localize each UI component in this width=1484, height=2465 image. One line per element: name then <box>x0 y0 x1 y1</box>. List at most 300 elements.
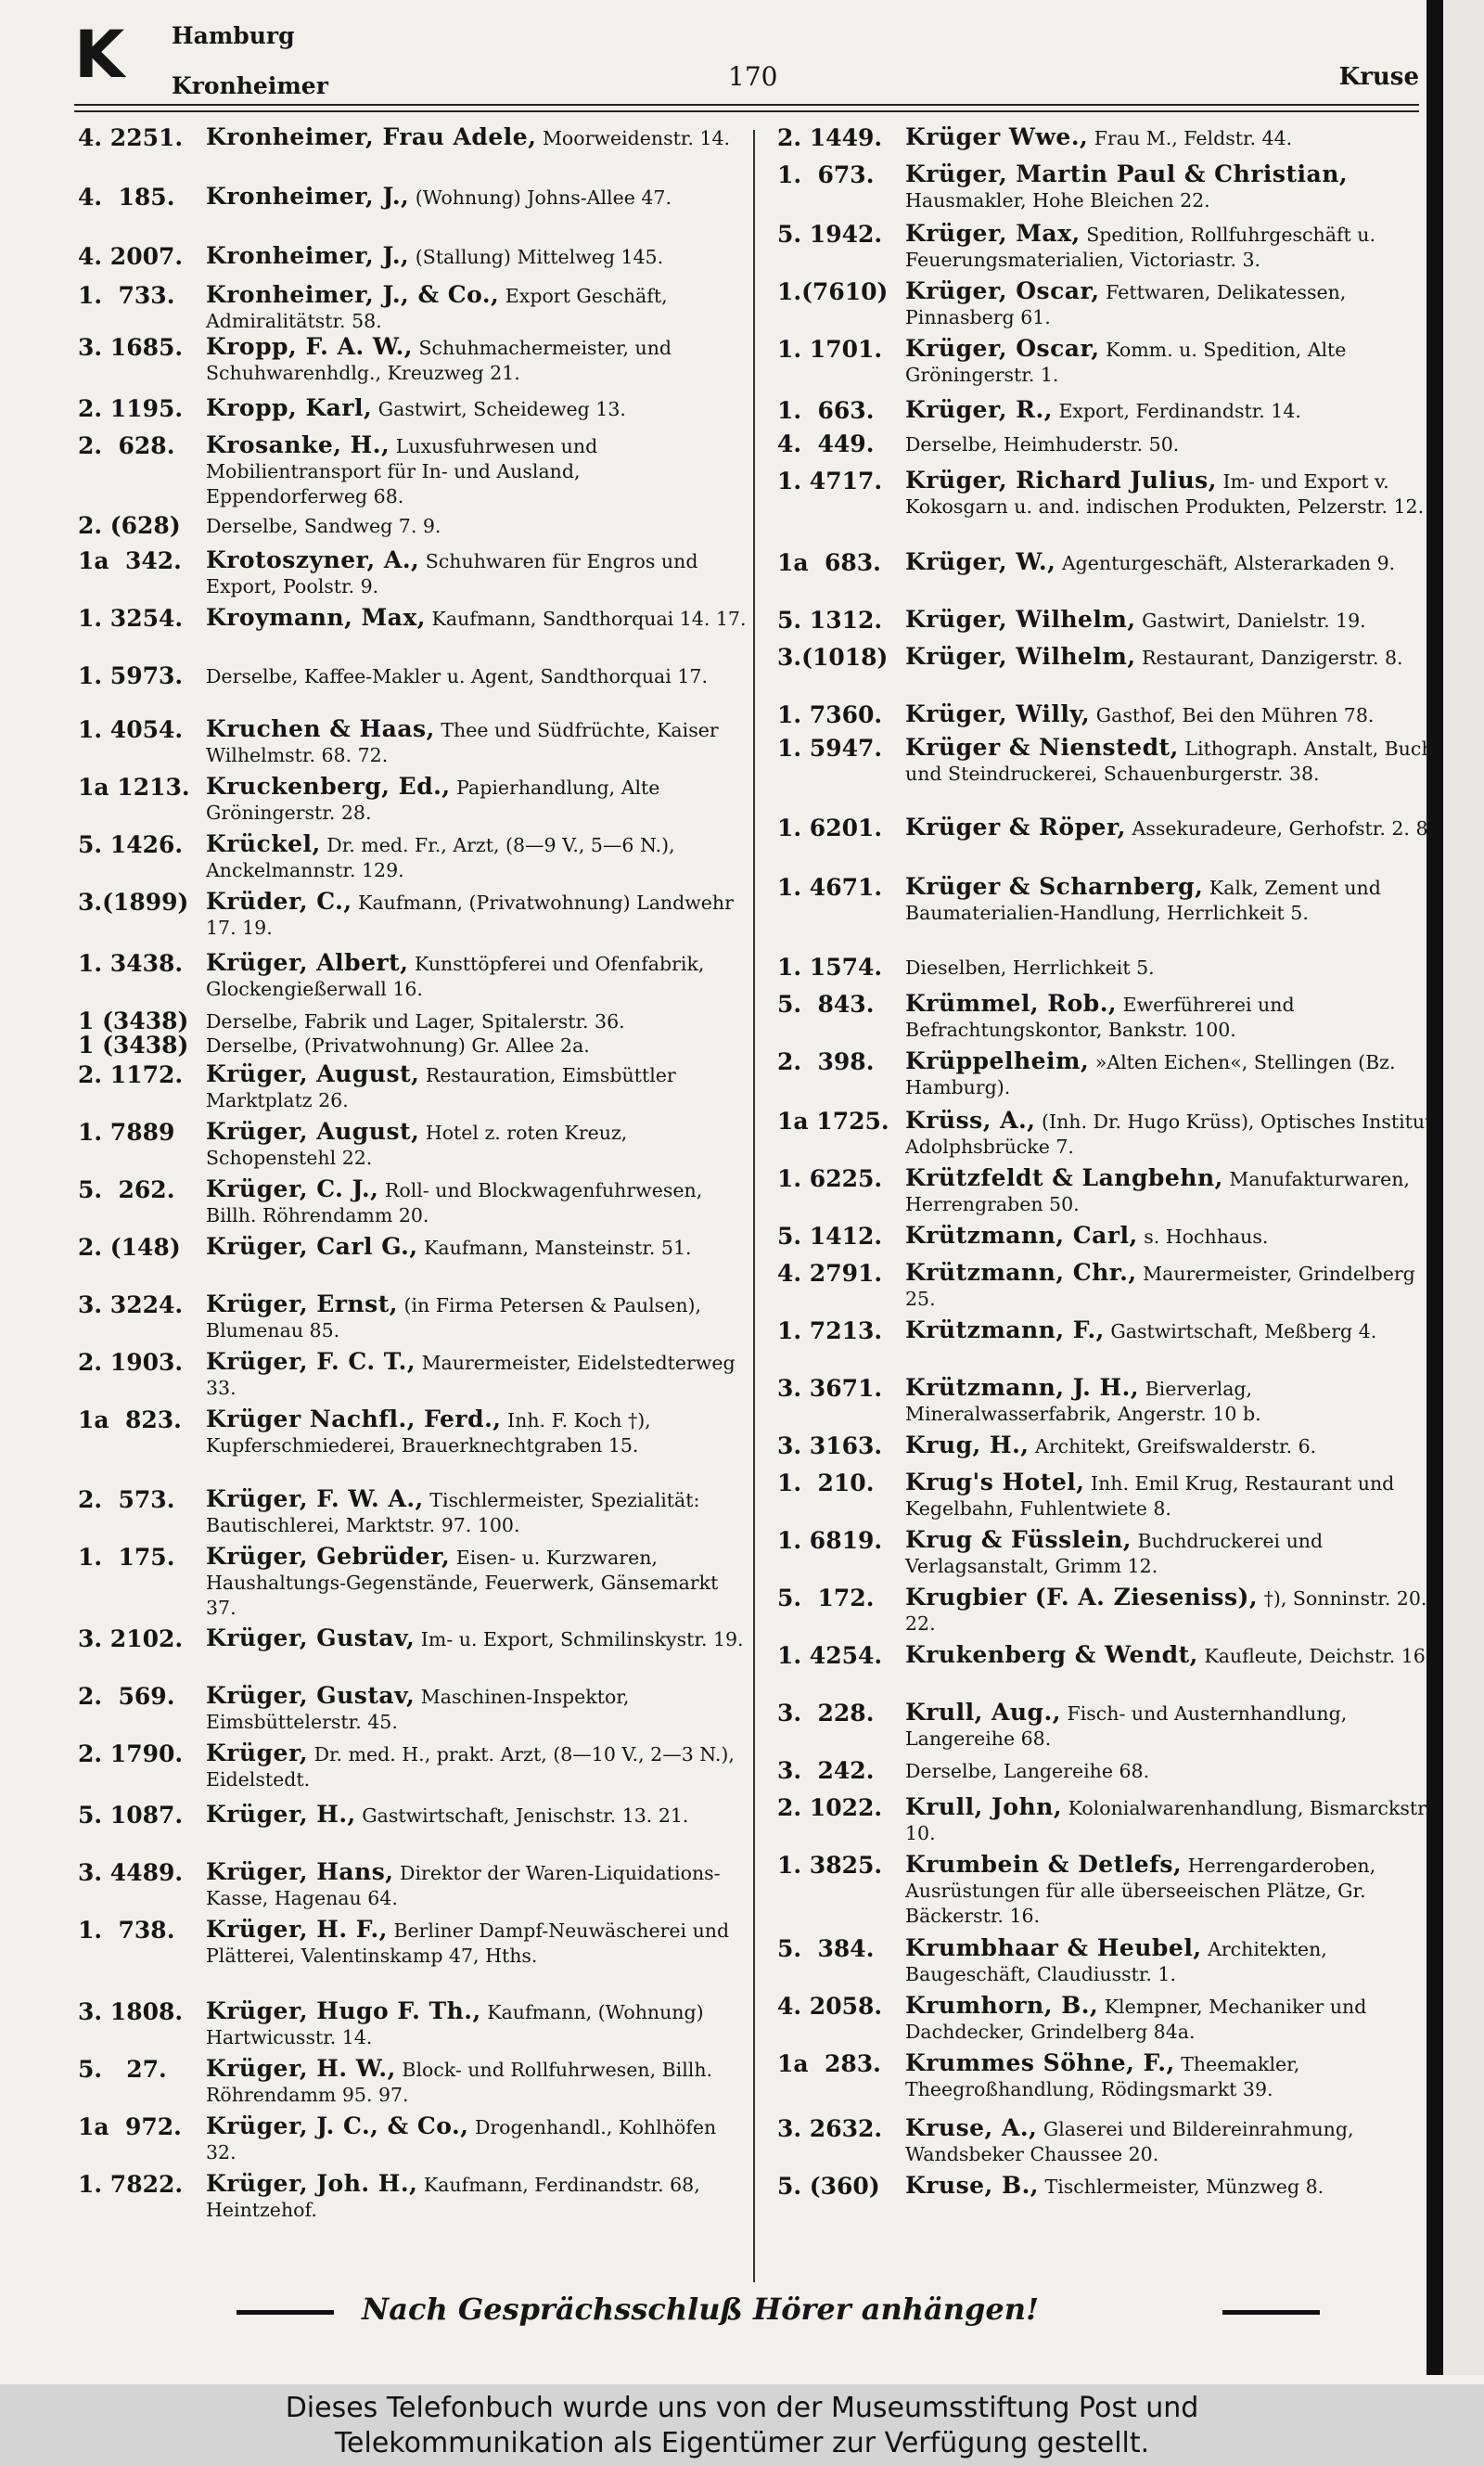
directory-entry <box>78 334 748 395</box>
phone-number: 5. 1942. <box>777 221 883 248</box>
directory-entry <box>78 774 748 831</box>
directory-entry <box>78 1176 748 1234</box>
subscriber-name: Krüger, H. F., <box>206 1916 388 1943</box>
directory-entry <box>777 1585 1447 1642</box>
phone-number: 1a 1725. <box>777 1108 889 1135</box>
subscriber-name: Krüger, August, <box>206 1060 420 1087</box>
phone-number: 4. 2058. <box>777 1993 883 2020</box>
credit-line-2: Telekommunikation als Eigentümer zur Verfügung gestellt. <box>334 2427 1150 2459</box>
entry-details: Komm. u. Spedition, Alte Gröningerstr. 1. <box>905 339 1347 386</box>
phone-number: 1. 4054. <box>78 716 184 743</box>
subscriber-name: Krüger, W., <box>905 548 1056 575</box>
entry-details: Lithograph. Anstalt, Buch- und Steindruckerei, Schauenburgerstr. 38. <box>905 738 1440 785</box>
directory-entry <box>78 716 748 774</box>
page-number: 170 <box>728 61 778 92</box>
subscriber-name: Krug's Hotel, <box>905 1469 1085 1496</box>
phone-number: 5. 1087. <box>78 1802 184 1829</box>
phone-number: 1. 7213. <box>777 1317 883 1344</box>
phone-number: 3. 2632. <box>777 2115 883 2142</box>
directory-entry <box>777 991 1447 1048</box>
entry-details: Gastwirt, Scheideweg 13. <box>377 398 626 420</box>
phone-number: 1. 5947. <box>777 735 883 762</box>
phone-number: 1. 5973. <box>78 662 184 689</box>
directory-entry <box>777 607 1447 644</box>
phone-number: 5. 843. <box>777 991 875 1018</box>
entry-details: Kunsttöpferei und Ofenfabrik, Glockengießerwall 16. <box>206 953 705 1000</box>
entry-details: Restauration, Eimsbüttler Marktplatz 26. <box>206 1064 676 1111</box>
subscriber-name: Krüger & Röper, <box>905 814 1127 841</box>
subscriber-name: Krüger, Richard Julius, <box>905 467 1217 494</box>
subscriber-name: Krüger, Oscar, <box>905 277 1100 304</box>
phone-number: 2. (628) <box>78 512 181 539</box>
directory-entry <box>78 547 748 605</box>
phone-number: 3. 4489. <box>78 1859 184 1886</box>
footer-notice: Nach Gesprächsschluß Hörer anhängen! <box>362 2292 1040 2327</box>
phone-number: 3.(1899) <box>78 889 189 916</box>
phone-number: 4. 185. <box>78 184 175 211</box>
directory-entry <box>777 874 1447 954</box>
phone-number: 5. (360) <box>777 2173 880 2200</box>
subscriber-name: Krückel, <box>206 830 321 857</box>
subscriber-name: Krumbhaar & Heubel, <box>905 1934 1202 1961</box>
entry-details: Agenturgeschäft, Alsterarkaden 9. <box>1061 552 1396 574</box>
entry-details: Gastwirtschaft, Jenischstr. 13. 21. <box>362 1804 689 1827</box>
subscriber-name: Krüder, C., <box>206 888 352 915</box>
phone-number: 2. 573. <box>78 1486 175 1513</box>
entry-details: Dr. med. H., prakt. Arzt, (8—10 V., 2—3 N.), Eidelstedt. <box>206 1743 735 1791</box>
entry-details: Moorweidenstr. 14. <box>542 127 731 149</box>
subscriber-name: Krüger, H., <box>206 1801 356 1828</box>
entry-details: Fisch- und Austernhandlung, Langereihe 68. <box>905 1702 1348 1750</box>
phone-number: 5. 172. <box>777 1585 875 1611</box>
entry-details: (Wohnung) Johns-Allee 47. <box>415 186 672 209</box>
directory-entry <box>78 1234 748 1291</box>
phone-number: 1. 3825. <box>777 1852 883 1879</box>
entry-details: Kolonialwarenhandlung, Bismarckstr. 10. <box>905 1797 1431 1844</box>
directory-entry <box>777 1794 1447 1852</box>
directory-entry <box>78 1061 748 1119</box>
phone-number: 3. 3224. <box>78 1291 184 1318</box>
entry-details: Roll- und Blockwagenfuhrwesen, Billh. Röhrendamm 20. <box>206 1179 703 1226</box>
entry-details: Dr. med. Fr., Arzt, (8—9 V., 5—6 N.), Anckelmannstr. 129. <box>206 834 675 881</box>
subscriber-name: Krützfeldt & Langbehn, <box>905 1164 1223 1191</box>
entry-details: Thee und Südfrüchte, Kaiser Wilhelmstr. 68. 72. <box>206 719 719 766</box>
phone-number: 3. 242. <box>777 1757 875 1784</box>
directory-entry <box>777 1470 1447 1527</box>
directory-entry <box>777 1527 1447 1585</box>
subscriber-name: Krüger, H. W., <box>206 2055 396 2082</box>
directory-entry <box>777 1108 1447 1165</box>
footer-rule-right <box>1222 2310 1320 2315</box>
subscriber-name: Krug & Füsslein, <box>905 1526 1132 1553</box>
directory-entry <box>78 395 748 432</box>
phone-number: 4. 2251. <box>78 124 184 151</box>
directory-entry <box>78 1486 748 1544</box>
directory-entry <box>78 124 748 184</box>
section-letter: K <box>74 17 125 93</box>
phone-number: 1a 283. <box>777 2050 881 2077</box>
subscriber-name: Kruckenberg, Ed., <box>206 773 451 800</box>
directory-entry <box>777 1642 1447 1700</box>
directory-entry <box>78 1802 748 1859</box>
subscriber-name: Kropp, F. A. W., <box>206 333 413 360</box>
subscriber-name: Krug, H., <box>905 1431 1030 1458</box>
subscriber-name: Krützmann, F., <box>905 1316 1105 1343</box>
phone-number: 2. 1022. <box>777 1794 883 1821</box>
phone-number: 1 (3438) <box>78 1032 189 1059</box>
phone-number: 2. 398. <box>777 1048 875 1075</box>
entry-details: Kaufleute, Deichstr. 16. <box>1204 1645 1432 1667</box>
subscriber-name: Krosanke, H., <box>206 431 390 458</box>
phone-number: 5. 27. <box>78 2056 167 2083</box>
subscriber-name: Krüger, F. C. T., <box>206 1348 416 1375</box>
directory-entry <box>777 1317 1447 1375</box>
entry-details: Drogenhandl., Kohlhöfen 32. <box>206 2116 717 2163</box>
column-divider <box>753 130 755 2282</box>
entry-details: Tischlermeister, Münzweg 8. <box>1044 2176 1324 2198</box>
entry-details: (Stallung) Mittelweg 145. <box>415 246 664 268</box>
entry-details: Fettwaren, Delikatessen, Pinnasberg 61. <box>905 281 1347 328</box>
directory-entry <box>777 954 1447 991</box>
directory-entry <box>777 1260 1447 1317</box>
entry-details: Papierhandlung, Alte Gröningerstr. 28. <box>206 777 660 824</box>
directory-entry <box>78 2113 748 2171</box>
entry-details: Export Geschäft, Admiralitätstr. 58. <box>206 285 668 332</box>
subscriber-name: Krüger Nachfl., Ferd., <box>206 1406 502 1432</box>
directory-entry <box>78 512 748 547</box>
phone-number: 1. 4717. <box>777 468 883 494</box>
directory-entry <box>777 468 1447 549</box>
entry-details: Gastwirtschaft, Meßberg 4. <box>1110 1320 1377 1342</box>
phone-number: 1. 1701. <box>777 336 883 363</box>
entry-details: Inh. Emil Krug, Restaurant und Kegelbahn, Fuhlentwiete 8. <box>905 1472 1395 1520</box>
entry-details: Berliner Dampf-Neuwäscherei und Plätterei, Valentinskamp 47, Hths. <box>206 1919 730 1967</box>
subscriber-name: Krüger & Nienstedt, <box>905 734 1179 761</box>
phone-number: 5. 384. <box>777 1935 875 1962</box>
phone-number: 5. 1426. <box>78 831 184 858</box>
entry-details: Kaufmann, Ferdinandstr. 68, Heintzehof. <box>206 2174 700 2221</box>
directory-entry <box>78 432 748 512</box>
directory-entry <box>78 1859 748 1917</box>
phone-number: 4. 2791. <box>777 1260 883 1287</box>
subscriber-name: Krüger, Oscar, <box>905 335 1100 362</box>
subscriber-name: Krüger, Joh. H., <box>206 2170 418 2197</box>
header-first-entry: Kronheimer <box>172 72 328 99</box>
phone-number: 4. 2007. <box>78 243 184 270</box>
phone-number: 1. 738. <box>78 1917 175 1944</box>
directory-entry <box>777 221 1447 278</box>
entry-details: Architekt, Greifswalderstr. 6. <box>1035 1435 1317 1457</box>
entry-details: Hausmakler, Hohe Bleichen 22. <box>905 189 1210 212</box>
phone-number: 1. 6819. <box>777 1527 883 1554</box>
subscriber-name: Krützmann, Carl, <box>905 1222 1138 1249</box>
directory-entry <box>78 1406 748 1486</box>
subscriber-name: Krüger, Martin Paul & Christian, <box>905 160 1349 187</box>
phone-number: 1a 823. <box>78 1406 182 1433</box>
subscriber-name: Krüger, Albert, <box>206 949 409 976</box>
directory-entry <box>777 735 1447 815</box>
credit-line-1: Dieses Telefonbuch wurde uns von der Museumsstiftung Post und <box>285 2392 1199 2424</box>
subscriber-name: Krull, Aug., <box>905 1699 1061 1726</box>
phone-number: 1. 733. <box>78 282 175 309</box>
subscriber-name: Kronheimer, J., & Co., <box>206 281 500 308</box>
subscriber-name: Krukenberg & Wendt, <box>905 1641 1198 1668</box>
subscriber-name: Krüger & Scharnberg, <box>905 873 1204 900</box>
phone-number: 1. 210. <box>777 1470 875 1496</box>
entry-details: Tischlermeister, Spezialität: Bautischlerei, Marktstr. 97. 100. <box>206 1489 700 1536</box>
directory-entry <box>78 950 748 1008</box>
directory-entry <box>777 1993 1447 2050</box>
entry-details: Herrengarderoben, Ausrüstungen für alle überseeischen Plätze, Gr. Bäckerstr. 16. <box>905 1855 1376 1927</box>
subscriber-name: Krüger, Hans, <box>206 1858 394 1885</box>
entry-details: Export, Ferdinandstr. 14. <box>1058 400 1301 422</box>
entry-details: Gastwirt, Danielstr. 19. <box>1142 610 1366 632</box>
directory-entry <box>78 1625 748 1683</box>
phone-number: 1. 3254. <box>78 605 184 632</box>
directory-entry <box>78 1008 748 1032</box>
subscriber-name: Kronheimer, J., <box>206 183 410 210</box>
entry-details: Direktor der Waren-Liquidations-Kasse, Hagenau 64. <box>206 1862 721 1909</box>
directory-entry <box>78 2171 748 2227</box>
directory-entry <box>777 336 1447 397</box>
phone-number: 1. 663. <box>777 397 875 424</box>
entry-details: Schuhmachermeister, und Schuhwarenhdlg., Kreuzweg 21. <box>206 337 672 384</box>
directory-entry <box>78 184 748 243</box>
subscriber-name: Krützmann, Chr., <box>905 1259 1137 1286</box>
phone-number: 1a 1213. <box>78 774 190 801</box>
entry-details: »Alten Eichen«, Stellingen (Bz. Hamburg). <box>905 1051 1396 1098</box>
entry-details: (in Firma Petersen & Paulsen), Blumenau 85. <box>206 1294 702 1342</box>
subscriber-name: Krüger, Max, <box>905 220 1081 247</box>
entry-details: Luxusfuhrwesen und Mobilientransport für In- und Ausland, Eppendorferweg 68. <box>206 435 598 507</box>
phone-number: 2. 1172. <box>78 1061 184 1088</box>
header-rule <box>74 104 1419 112</box>
subscriber-name: Krüger, Carl G., <box>206 1233 418 1260</box>
directory-entry <box>78 1998 748 2056</box>
phone-number: 1. 4254. <box>777 1642 883 1669</box>
directory-entry <box>78 889 748 950</box>
header-city: Hamburg <box>172 22 295 49</box>
directory-entry <box>777 1375 1447 1432</box>
entry-details: Dieselben, Herrlichkeit 5. <box>905 956 1155 979</box>
entry-details: Ewerführerei und Befrachtungskontor, Bankstr. 100. <box>905 994 1295 1041</box>
entry-details: Kaufmann, Sandthorquai 14. 17. <box>431 608 747 630</box>
subscriber-name: Krull, John, <box>905 1793 1063 1820</box>
phone-number: 1. 1574. <box>777 954 883 981</box>
directory-entry <box>78 282 748 334</box>
subscriber-name: Krüger, Wilhelm, <box>905 606 1136 633</box>
phone-number: 2. 628. <box>78 432 175 459</box>
directory-entry <box>777 430 1447 468</box>
phone-number: 1. 3438. <box>78 950 184 977</box>
directory-entry <box>777 1757 1447 1794</box>
subscriber-name: Kroymann, Max, <box>206 604 426 631</box>
directory-entry <box>777 1223 1447 1260</box>
directory-entry <box>777 397 1447 430</box>
entry-details: Block- und Rollfuhrwesen, Billh. Röhrendamm 95. 97. <box>206 2059 713 2106</box>
directory-entry <box>777 1048 1447 1108</box>
phone-number: 2. 1790. <box>78 1740 184 1767</box>
phone-number: 1 (3438) <box>78 1008 189 1034</box>
subscriber-name: Krüger Wwe., <box>905 123 1089 150</box>
directory-entry <box>78 243 748 282</box>
phone-number: 2. 1195. <box>78 395 184 422</box>
entry-details: †), Sonninstr. 20. 22. <box>905 1587 1427 1635</box>
entry-details: Kaufmann, (Privatwohnung) Landwehr 17. 19. <box>206 892 734 939</box>
entry-details: Frau M., Feldstr. 44. <box>1094 127 1293 149</box>
entry-details: Im- und Export v. Kokosgarn u. and. indischen Produkten, Pelzerstr. 12. <box>905 470 1425 518</box>
entry-details: Im- u. Export, Schmilinskystr. 19. <box>420 1628 744 1650</box>
phone-number: 2. 1903. <box>78 1349 184 1376</box>
phone-number: 1.(7610) <box>777 278 889 305</box>
directory-entry <box>78 831 748 889</box>
subscriber-name: Kruse, A., <box>905 2114 1038 2141</box>
phone-number: 2. 1449. <box>777 124 883 151</box>
phone-number: 5. 1412. <box>777 1223 883 1250</box>
subscriber-name: Krummes Söhne, F., <box>905 2049 1175 2076</box>
subscriber-name: Krüger, R., <box>905 396 1053 423</box>
phone-number: 3. 228. <box>777 1700 875 1727</box>
subscriber-name: Krüss, A., <box>905 1107 1036 1134</box>
directory-entry <box>78 1683 748 1740</box>
entry-details: Maurermeister, Eidelstedterweg 33. <box>206 1352 736 1399</box>
phone-number: 3. 2102. <box>78 1625 184 1652</box>
phone-number: 1a 683. <box>777 549 881 576</box>
directory-entry <box>78 1544 748 1625</box>
directory-entry <box>78 605 748 662</box>
subscriber-name: Krüger, August, <box>206 1118 420 1145</box>
right-column <box>777 124 1447 2210</box>
entry-details: Architekten, Baugeschäft, Claudiusstr. 1. <box>905 1938 1327 1985</box>
entry-details: Derselbe, (Privatwohnung) Gr. Allee 2a. <box>206 1034 590 1057</box>
subscriber-name: Krüger, Ernst, <box>206 1290 398 1317</box>
subscriber-name: Kronheimer, J., <box>206 242 410 269</box>
subscriber-name: Krützmann, J. H., <box>905 1374 1140 1401</box>
subscriber-name: Krüger, Willy, <box>905 700 1091 727</box>
subscriber-name: Kruchen & Haas, <box>206 715 435 742</box>
next-page-strip <box>1443 0 1484 2375</box>
subscriber-name: Krüppelheim, <box>905 1047 1090 1074</box>
directory-entry <box>777 701 1447 735</box>
left-column <box>78 124 748 2227</box>
phone-number: 5. 1312. <box>777 607 883 634</box>
directory-entry <box>777 124 1447 161</box>
entry-details: Kaufmann, Mansteinstr. 51. <box>424 1237 692 1259</box>
directory-entry <box>777 815 1447 874</box>
subscriber-name: Krüger, Gebrüder, <box>206 1543 451 1570</box>
directory-entry <box>78 1740 748 1802</box>
directory-entry <box>777 1852 1447 1935</box>
directory-entry <box>777 1935 1447 1993</box>
directory-entry <box>78 1032 748 1061</box>
phone-number: 1. 7822. <box>78 2171 184 2198</box>
phone-number: 3. 1685. <box>78 334 184 361</box>
directory-entry <box>78 1119 748 1176</box>
directory-entry <box>777 2050 1447 2115</box>
phone-number: 1. 7360. <box>777 701 883 728</box>
subscriber-name: Krüger, J. C., & Co., <box>206 2112 469 2139</box>
phone-number: 3. 1808. <box>78 1998 184 2025</box>
phone-number: 3. 3671. <box>777 1375 883 1402</box>
phone-number: 1a 342. <box>78 547 182 574</box>
phone-number: 1. 4671. <box>777 874 883 901</box>
phone-number: 1a 972. <box>78 2113 182 2140</box>
footer-rule-left <box>237 2310 334 2315</box>
entry-details: Derselbe, Sandweg 7. 9. <box>206 515 441 537</box>
entry-details: s. Hochhaus. <box>1144 1226 1269 1248</box>
directory-entry <box>78 2056 748 2113</box>
entry-details: Buchdruckerei und Verlagsanstalt, Grimm 12. <box>905 1530 1324 1577</box>
entry-details: Eisen- u. Kurzwaren, Haushaltungs-Gegenstände, Feuerwerk, Gänsemarkt 37. <box>206 1547 719 1619</box>
entry-details: Gasthof, Bei den Mühren 78. <box>1095 704 1375 726</box>
subscriber-name: Kruse, B., <box>905 2172 1040 2199</box>
phone-number: 2. (148) <box>78 1234 181 1261</box>
subscriber-name: Krüger, Gustav, <box>206 1682 416 1709</box>
subscriber-name: Kronheimer, Frau Adele, <box>206 123 537 150</box>
directory-entry <box>777 2173 1447 2210</box>
entry-details: Maurermeister, Grindelberg 25. <box>905 1263 1415 1310</box>
header-last-entry: Kruse <box>1338 63 1419 91</box>
directory-entry <box>777 2115 1447 2173</box>
subscriber-name: Krüger, C. J., <box>206 1175 379 1202</box>
subscriber-name: Krumhorn, B., <box>905 1992 1099 2019</box>
subscriber-name: Krüger, Hugo F. Th., <box>206 1997 481 2024</box>
subscriber-name: Krotoszyner, A., <box>206 546 420 573</box>
directory-entry <box>78 1291 748 1349</box>
entry-details: Schuhwaren für Engros und Export, Poolstr. 9. <box>206 550 698 597</box>
directory-entry <box>777 549 1447 607</box>
phone-number: 2. 569. <box>78 1683 175 1710</box>
entry-details: Assekuradeure, Gerhofstr. 2. 8. <box>1132 817 1435 840</box>
entry-details: Maschinen-Inspektor, Eimsbüttelerstr. 45. <box>206 1686 630 1733</box>
entry-details: Bierverlag, Mineralwasserfabrik, Angerstr. 10 b. <box>905 1378 1261 1425</box>
phone-number: 1. 6225. <box>777 1165 883 1192</box>
subscriber-name: Krumbein & Detlefs, <box>905 1851 1183 1878</box>
phone-number: 1. 6201. <box>777 815 883 841</box>
entry-details: Klempner, Mechaniker und Dachdecker, Grindelberg 84a. <box>905 1996 1367 2043</box>
entry-details: Manufakturwaren, Herrengraben 50. <box>905 1168 1410 1215</box>
entry-details: Kaufmann, (Wohnung) Hartwicusstr. 14. <box>206 2001 704 2048</box>
entry-details: Derselbe, Fabrik und Lager, Spitalerstr. 36. <box>206 1010 625 1033</box>
directory-entry <box>78 1349 748 1406</box>
subscriber-name: Krümmel, Rob., <box>905 990 1118 1017</box>
directory-entry <box>777 1432 1447 1470</box>
subscriber-name: Kropp, Karl, <box>206 394 373 421</box>
entry-details: Derselbe, Heimhuderstr. 50. <box>905 433 1180 456</box>
entry-details: Hotel z. roten Kreuz, Schopenstehl 22. <box>206 1122 628 1169</box>
phone-number: 1. 175. <box>78 1544 175 1571</box>
page-header <box>74 17 1419 100</box>
entry-details: Inh. F. Koch †), Kupferschmiederei, Brauerknechtgraben 15. <box>206 1409 651 1457</box>
phone-number: 5. 262. <box>78 1176 175 1203</box>
directory-entry <box>777 278 1447 336</box>
entry-details: Theemakler, Theegroßhandlung, Rödingsmarkt 39. <box>905 2053 1300 2100</box>
directory-entry <box>777 644 1447 701</box>
directory-entry <box>777 1700 1447 1757</box>
entry-details: Derselbe, Langereihe 68. <box>905 1760 1150 1782</box>
directory-entry <box>777 161 1447 221</box>
entry-details: (Inh. Dr. Hugo Krüss), Optisches Institut, Adolphsbrücke 7. <box>905 1111 1439 1158</box>
phone-number: 4. 449. <box>777 430 875 457</box>
subscriber-name: Krüger, Gustav, <box>206 1624 416 1651</box>
entry-details: Kalk, Zement und Baumaterialien-Handlung, Herrlichkeit 5. <box>905 877 1381 924</box>
entry-details: Glaserei und Bildereinrahmung, Wandsbeker Chaussee 20. <box>905 2118 1354 2165</box>
subscriber-name: Krüger, <box>206 1740 309 1766</box>
entry-details: Spedition, Rollfuhrgeschäft u. Feuerungsmaterialien, Victoriastr. 3. <box>905 224 1376 271</box>
directory-entry <box>78 1917 748 1998</box>
phone-number: 3.(1018) <box>777 644 889 671</box>
subscriber-name: Krugbier (F. A. Zieseniss), <box>905 1584 1259 1611</box>
